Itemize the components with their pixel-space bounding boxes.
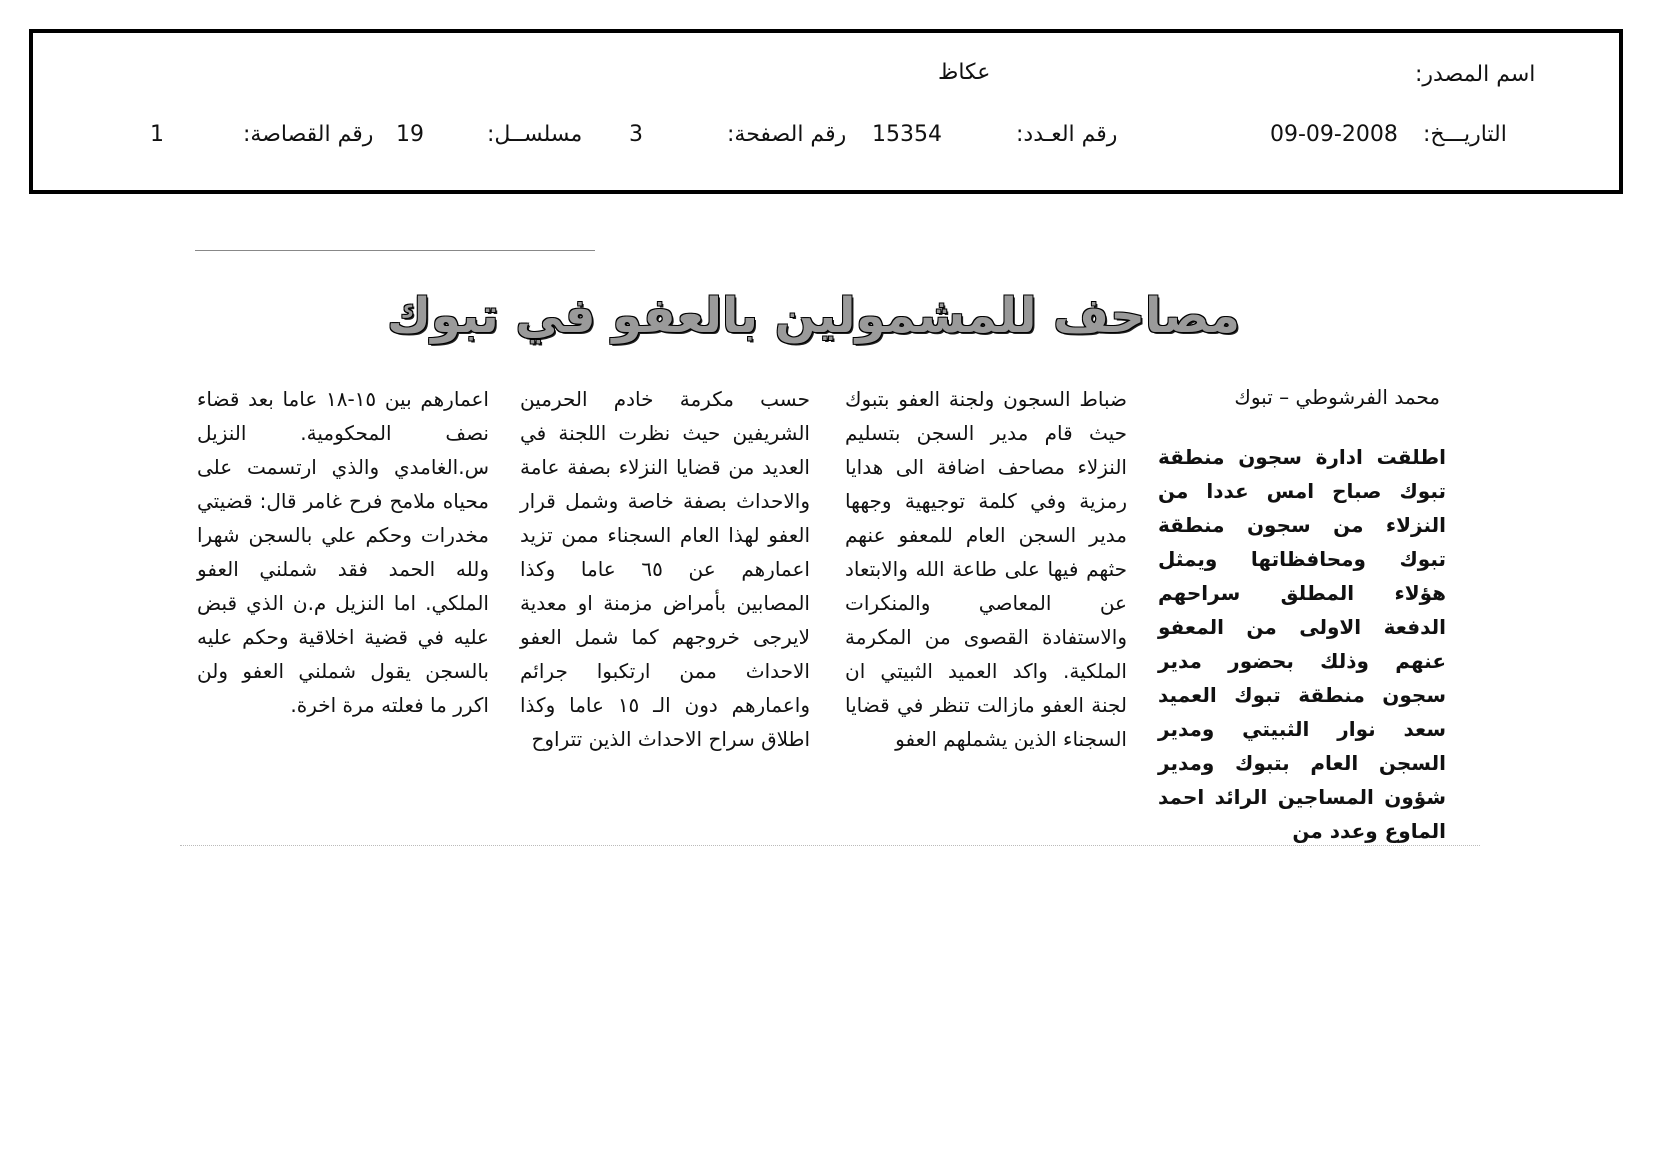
issue-value: 15354 — [872, 122, 942, 147]
article-column-2 — [845, 382, 1127, 756]
date-value: 09-09-2008 — [1270, 122, 1398, 147]
page-value: 3 — [629, 122, 643, 147]
clip-value: 1 — [150, 122, 164, 147]
article-headline: مصاحف للمشمولين بالعفو في تبوك — [387, 288, 1240, 344]
article-column-4 — [197, 382, 489, 722]
source-label: اسم المصدر: — [1415, 62, 1536, 87]
source-value: عكاظ — [938, 60, 991, 85]
column-text: حسب مكرمة خادم الحرمين الشريفين حيث نظرت اللجنة في العديد من قضايا النزلاء بصفة عامة والاحداث بصفة خاصة وشمل قرار العفو لهذا العام السجناء ممن تزيد اعمارهم عن ٦٥ عاما وكذا المصابين بأمراض مزمنة او معدية لايرجى خروجهم كما شمل العفو الاحداث ممن ارتكبوا جرائم واعمارهم دون الـ ١٥ عاما وكذا اطلاق سراح الاحداث الذين تتراوح — [520, 387, 810, 751]
column-text: اعمارهم بين ١٥-١٨ عاما بعد قضاء نصف المحكومية. النزيل س.الغامدي والذي ارتسمت على محياه ملامح فرح غامر قال: قضيتي مخدرات وحكم علي بالسجن شهرا ولله الحمد فقد شملني العفو الملكي. اما النزيل م.ن الذي قبض عليه في قضية اخلاقية وحكم عليه بالسجن يقول شملني العفو ولن اكرر ما فعلته مرة اخرة. — [197, 387, 489, 717]
column-text: اطلقت ادارة سجون منطقة تبوك صباح امس عددا من النزلاء من سجون منطقة تبوك ومحافظاتها ويمثل هؤلاء المطلق سراحهم الدفعة الاولى من المعفو عنهم وذلك بحضور مدير سجون منطقة تبوك العميد سعد نوار الثبيتي ومدير السجن العام بتبوك ومدير شؤون المساجين الرائد احمد الماوع وعدد من — [1158, 445, 1446, 843]
date-label: التاريـــخ: — [1423, 122, 1507, 147]
serial-value: 19 — [396, 122, 424, 147]
serial-label: مسلســل: — [487, 122, 583, 147]
article-byline: محمد الفرشوطي – تبوك — [1234, 385, 1440, 409]
clipping-metadata-box — [29, 29, 1623, 194]
column-text: ضباط السجون ولجنة العفو بتبوك حيث قام مدير السجن بتسليم النزلاء مصاحف اضافة الى هدايا رمزية وفي كلمة توجيهية وجهها مدير السجن العام للمعفو عنهم حثهم فيها على طاعة الله والابتعاد عن المعاصي والمنكرات والاستفادة القصوى من المكرمة الملكية. واكد العميد الثبيتي ان لجنة العفو مازالت تنظر في قضايا السجناء الذين يشملهم العفو — [845, 387, 1127, 751]
clip-label: رقم القصاصة: — [243, 122, 374, 147]
issue-label: رقم العـدد: — [1016, 122, 1118, 147]
article-column-3 — [520, 382, 810, 756]
top-rule — [195, 250, 595, 251]
page-label: رقم الصفحة: — [727, 122, 847, 147]
scan-dotted-border — [180, 845, 1480, 846]
article-column-1 — [1158, 440, 1446, 848]
